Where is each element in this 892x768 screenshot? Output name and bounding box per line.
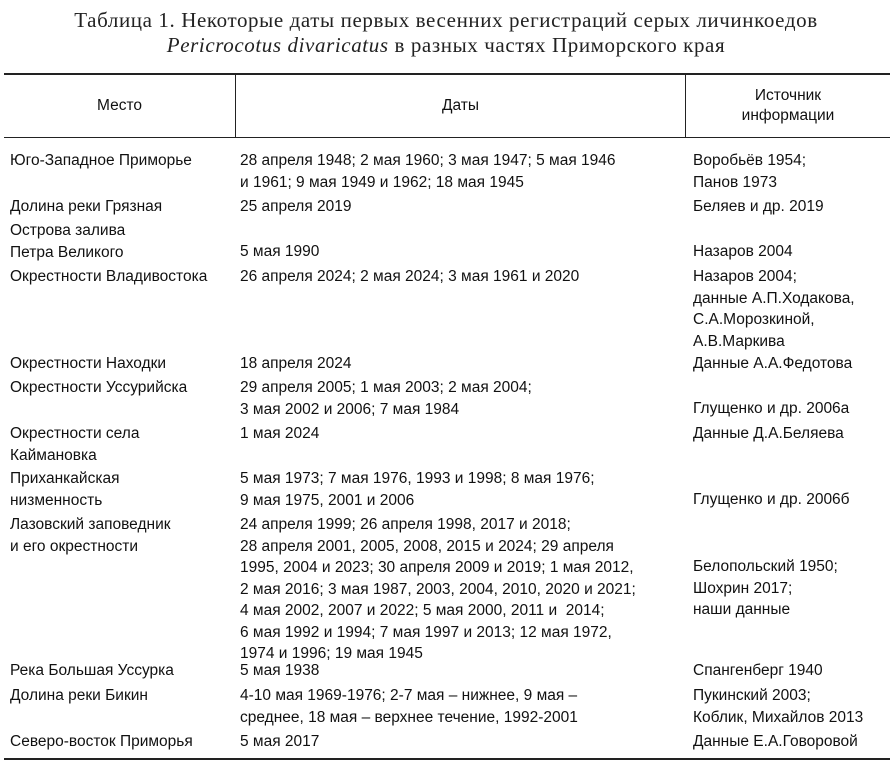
table-caption — [0, 8, 892, 58]
place-cell: Река Большая Уссурка — [10, 662, 174, 679]
dates-cell: 4-10 мая 1969-1976; 2-7 мая – нижнее, 9 мая – среднее, 18 мая – верхнее течение, 1992-2001 — [240, 687, 578, 726]
dates-cell: 28 апреля 1948; 2 мая 1960; 3 мая 1947; 5 мая 1946 и 1961; 9 мая 1949 и 1962; 18 мая 1945 — [240, 152, 616, 191]
place-cell: Окрестности Владивостока — [10, 268, 208, 285]
source-cell: Воробьёв 1954; Панов 1973 — [693, 152, 807, 191]
place-cell: Окрестности села Каймановка — [10, 425, 140, 464]
source-cell: Данные А.А.Федотова — [693, 355, 853, 372]
place-cell: Окрестности Находки — [10, 355, 167, 372]
header-dates: Даты — [441, 97, 480, 114]
dates-cell: 5 мая 1938 — [240, 662, 320, 679]
dates-cell: 25 апреля 2019 — [240, 198, 352, 215]
place-cell: Северо-восток Приморья — [10, 733, 193, 750]
species-name: Pericrocotus divaricatus — [166, 33, 389, 57]
table-bottom-rule — [4, 758, 890, 760]
place-cell: Долина реки Бикин — [10, 687, 148, 704]
place-cell: Лазовский заповедник и его окрестности — [10, 516, 171, 555]
dates-cell: 5 мая 1973; 7 мая 1976, 1993 и 1998; 8 мая 1976; 9 мая 1975, 2001 и 2006 — [240, 470, 595, 509]
source-cell: Глущенко и др. 2006а — [693, 400, 850, 417]
caption-line-2-rest: в разных частях Приморского края — [388, 33, 726, 57]
dates-cell: 24 апреля 1999; 26 апреля 1998, 2017 и 2018; 28 апреля 2001, 2005, 2008, 2015 и 2024; 29 апреля 1995, 2004 и 2023; 30 апреля 2009 и 2019; 1 мая 2012, 2 мая 2016; 3 мая 1987, 2003, 2004, 2010, 2020 и 2021; 4 мая 2002, 2007 и 2022; 5 мая 2000, 2011 и 2014; 6 мая 1992 и 1994; 7 мая 1997 и 2013; 12 мая 1972, 1974 и 1996; 19 мая 1945 — [240, 516, 636, 662]
place-cell: Окрестности Уссурийска — [10, 379, 188, 396]
dates-cell: 29 апреля 2005; 1 мая 2003; 2 мая 2004; 3 мая 2002 и 2006; 7 мая 1984 — [240, 379, 532, 418]
source-cell: Данные Д.А.Беляева — [693, 425, 844, 442]
dates-cell: 5 мая 1990 — [240, 243, 320, 260]
source-cell: Назаров 2004; данные А.П.Ходакова, С.А.Морозкиной, А.В.Маркива — [693, 268, 855, 350]
place-cell: Долина реки Грязная — [10, 198, 163, 215]
header-source: Источник информации — [741, 87, 835, 124]
source-cell: Спангенберг 1940 — [693, 662, 823, 679]
caption-line-1: Таблица 1. Некоторые даты первых весенних регистраций серых личинкоедов — [74, 8, 818, 32]
source-cell: Пукинский 2003; Коблик, Михайлов 2013 — [693, 687, 864, 726]
dates-cell: 5 мая 2017 — [240, 733, 320, 750]
source-cell: Назаров 2004 — [693, 243, 793, 260]
place-cell: Острова залива Петра Великого — [10, 222, 126, 261]
place-cell: Юго-Западное Приморье — [10, 152, 192, 169]
table-top-rule — [4, 73, 890, 75]
place-cell: Приханкайская низменность — [10, 470, 120, 509]
dates-cell: 18 апреля 2024 — [240, 355, 352, 372]
header-bottom-rule — [4, 137, 890, 138]
source-cell: Беляев и др. 2019 — [693, 198, 824, 215]
caption-line-2 — [0, 33, 892, 58]
source-cell: Данные Е.А.Говоровой — [693, 733, 858, 750]
dates-cell: 26 апреля 2024; 2 мая 2024; 3 мая 1961 и 2020 — [240, 268, 580, 285]
header-place: Место — [96, 97, 142, 114]
source-cell: Белопольский 1950; Шохрин 2017; наши данные — [693, 558, 838, 618]
source-cell: Глущенко и др. 2006б — [693, 491, 850, 508]
dates-cell: 1 мая 2024 — [240, 425, 320, 442]
